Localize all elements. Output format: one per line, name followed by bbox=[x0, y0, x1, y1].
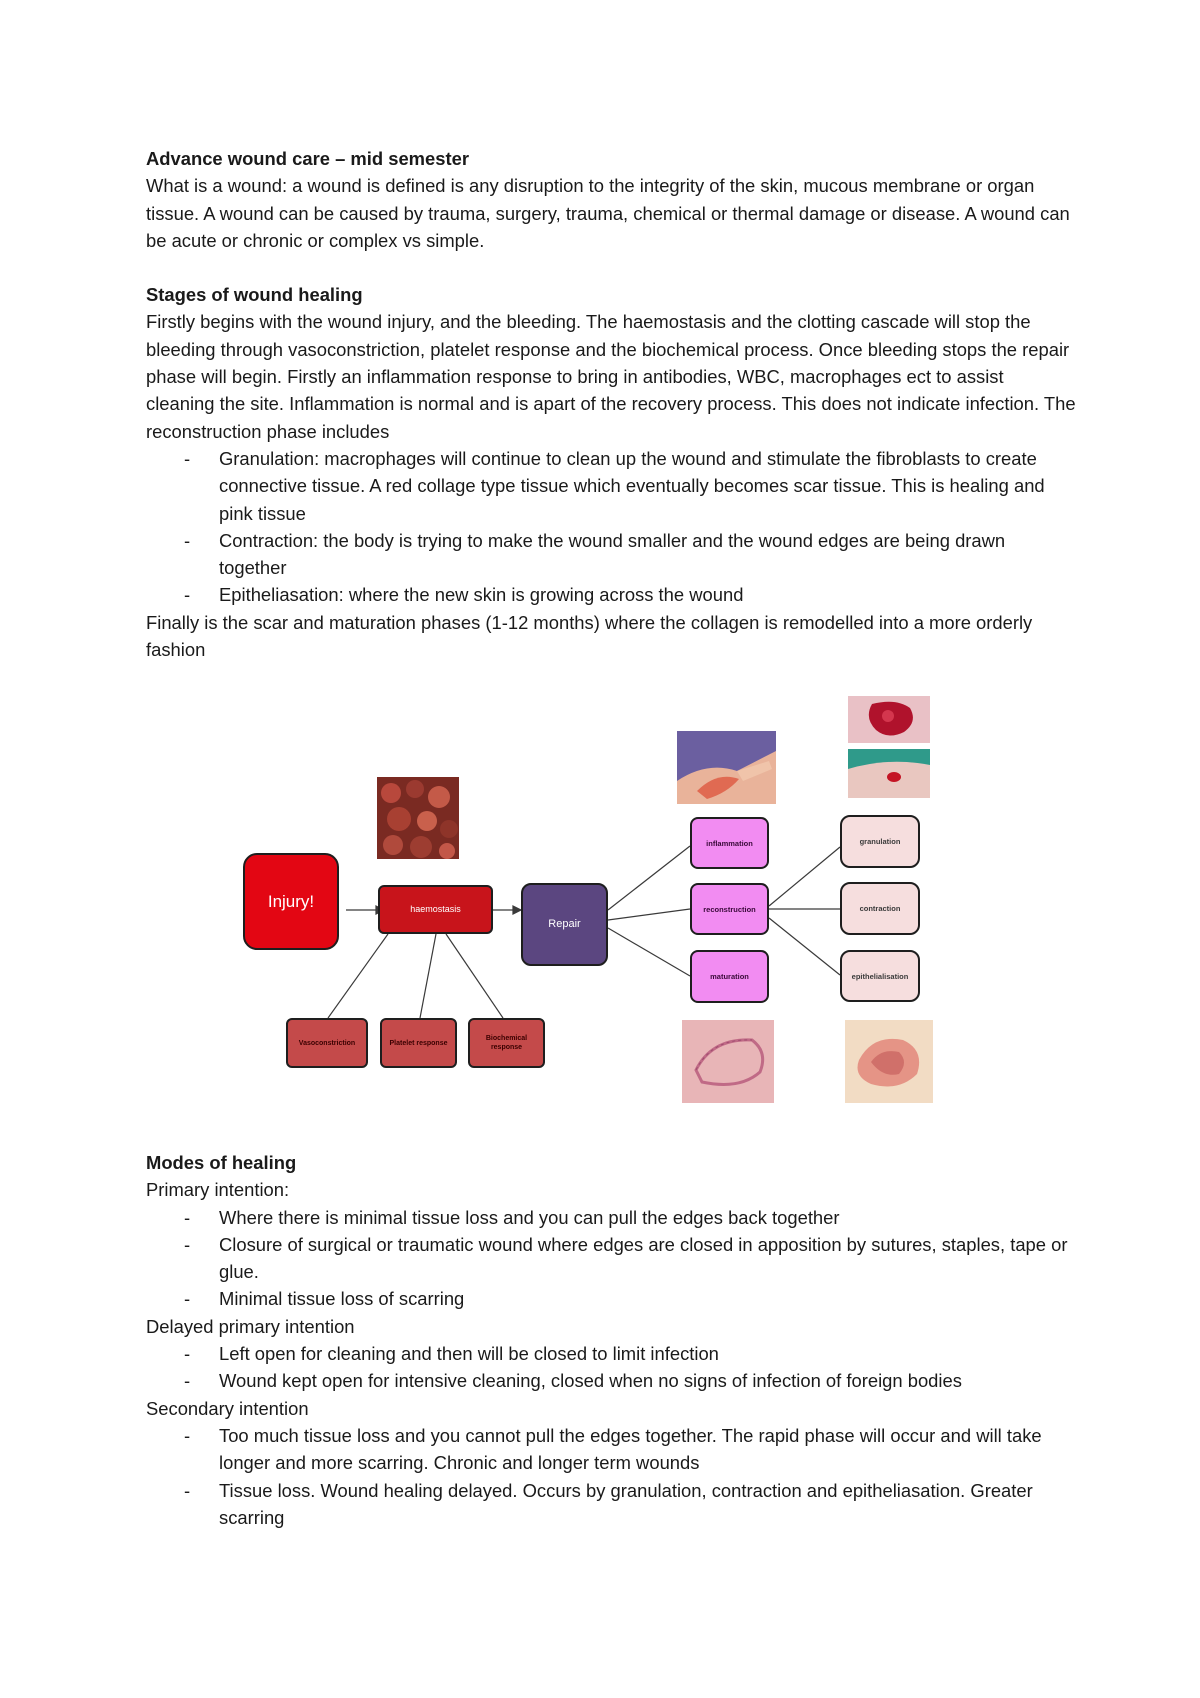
connector-line bbox=[446, 934, 503, 1018]
list-item: - Where there is minimal tissue loss and you can pull the edges back together bbox=[219, 1204, 1076, 1231]
list-item: - Too much tissue loss and you cannot pull the edges together. The rapid phase will occur and will take longer and more scarring. Chronic and longer term wounds bbox=[219, 1422, 1076, 1477]
document-title: Advance wound care – mid semester bbox=[146, 148, 469, 169]
contraction-box: contraction bbox=[840, 882, 920, 935]
secondary-intention-label: Secondary intention bbox=[146, 1397, 309, 1419]
primary-list bbox=[146, 1204, 1076, 1313]
intro-section bbox=[146, 145, 1076, 663]
inflammation-box: inflammation bbox=[690, 817, 769, 869]
maturation-box: maturation bbox=[690, 950, 769, 1003]
hand-inflammation-photo bbox=[677, 731, 776, 804]
primary-intention-label: Primary intention: bbox=[146, 1179, 290, 1201]
connector-line bbox=[608, 909, 690, 920]
list-item: - Granulation: macrophages will continue to clean up the wound and stimulate the fibroblasts to create connective tissue. A red collage type tissue which eventually becomes scar tissue. This is healing and pink tissue bbox=[219, 445, 1076, 527]
list-item: - Wound kept open for intensive cleaning, closed when no signs of infection of foreign bodies bbox=[219, 1367, 1076, 1394]
list-item: - Left open for cleaning and then will be closed to limit infection bbox=[219, 1340, 1076, 1367]
delayed-list bbox=[146, 1340, 1076, 1395]
connector-line bbox=[769, 847, 840, 906]
connector-line bbox=[608, 846, 690, 910]
secondary-list bbox=[146, 1422, 1076, 1531]
vasoconstriction-box: Vasoconstriction bbox=[286, 1018, 368, 1068]
granulation-wound-photo bbox=[848, 696, 930, 743]
epithelialisation-box: epithelialisation bbox=[840, 950, 920, 1002]
modes-section bbox=[146, 1149, 1076, 1531]
connector-line bbox=[328, 934, 388, 1018]
stages-heading: Stages of wound healing bbox=[146, 284, 363, 306]
healing-scar-photo bbox=[845, 1020, 933, 1103]
biochemical-response-box: Biochemical response bbox=[468, 1018, 545, 1068]
sutured-scar-photo bbox=[682, 1020, 774, 1103]
list-item: - Minimal tissue loss of scarring bbox=[219, 1285, 1076, 1312]
repair-box: Repair bbox=[521, 883, 608, 966]
haemostasis-box: haemostasis bbox=[378, 885, 493, 934]
list-item: - Epitheliasation: where the new skin is growing across the wound bbox=[219, 581, 1076, 608]
platelet-response-box: Platelet response bbox=[380, 1018, 457, 1068]
connector-line bbox=[608, 928, 690, 976]
stages-paragraph: Firstly begins with the wound injury, and the bleeding. The haemostasis and the clotting cascade will stop the bleeding through vasoconstriction, platelet response and the biochemical process. Once bleeding stops the repair phase will begin. Firstly an inflammation response to bring in antibodies, WBC, macrophages ect to assist cleaning the site. Inflammation is normal and is apart of the recovery process. This does not indicate infection. The reconstruction phase includes bbox=[146, 311, 1076, 442]
spacer bbox=[146, 254, 1076, 281]
granulation-box: granulation bbox=[840, 815, 920, 868]
list-item: - Closure of surgical or traumatic wound where edges are closed in apposition by sutures, staples, tape or glue. bbox=[219, 1231, 1076, 1286]
list-item: - Tissue loss. Wound healing delayed. Occurs by granulation, contraction and epitheliasation. Greater scarring bbox=[219, 1477, 1076, 1532]
delayed-intention-label: Delayed primary intention bbox=[146, 1315, 355, 1337]
arrowhead bbox=[513, 906, 521, 914]
injury-box: Injury! bbox=[243, 853, 339, 950]
connector-line bbox=[420, 934, 436, 1018]
list-item: - Contraction: the body is trying to make the wound smaller and the wound edges are being drawn together bbox=[219, 527, 1076, 582]
modes-heading: Modes of healing bbox=[146, 1152, 297, 1173]
maturation-paragraph: Finally is the scar and maturation phases (1-12 months) where the collagen is remodelled into a more orderly fashion bbox=[146, 611, 1033, 661]
connector-line bbox=[769, 918, 840, 975]
contraction-wound-photo bbox=[848, 749, 930, 798]
blood-clot-photo bbox=[377, 777, 459, 859]
wound-definition: What is a wound: a wound is defined is any disruption to the integrity of the skin, mucous membrane or organ tissue. A wound can be caused by trauma, surgery, trauma, chemical or thermal damage or disease. A wound can be acute or chronic or complex vs simple. bbox=[146, 175, 1070, 251]
reconstruction-box: reconstruction bbox=[690, 883, 769, 935]
stage-list bbox=[146, 445, 1076, 609]
